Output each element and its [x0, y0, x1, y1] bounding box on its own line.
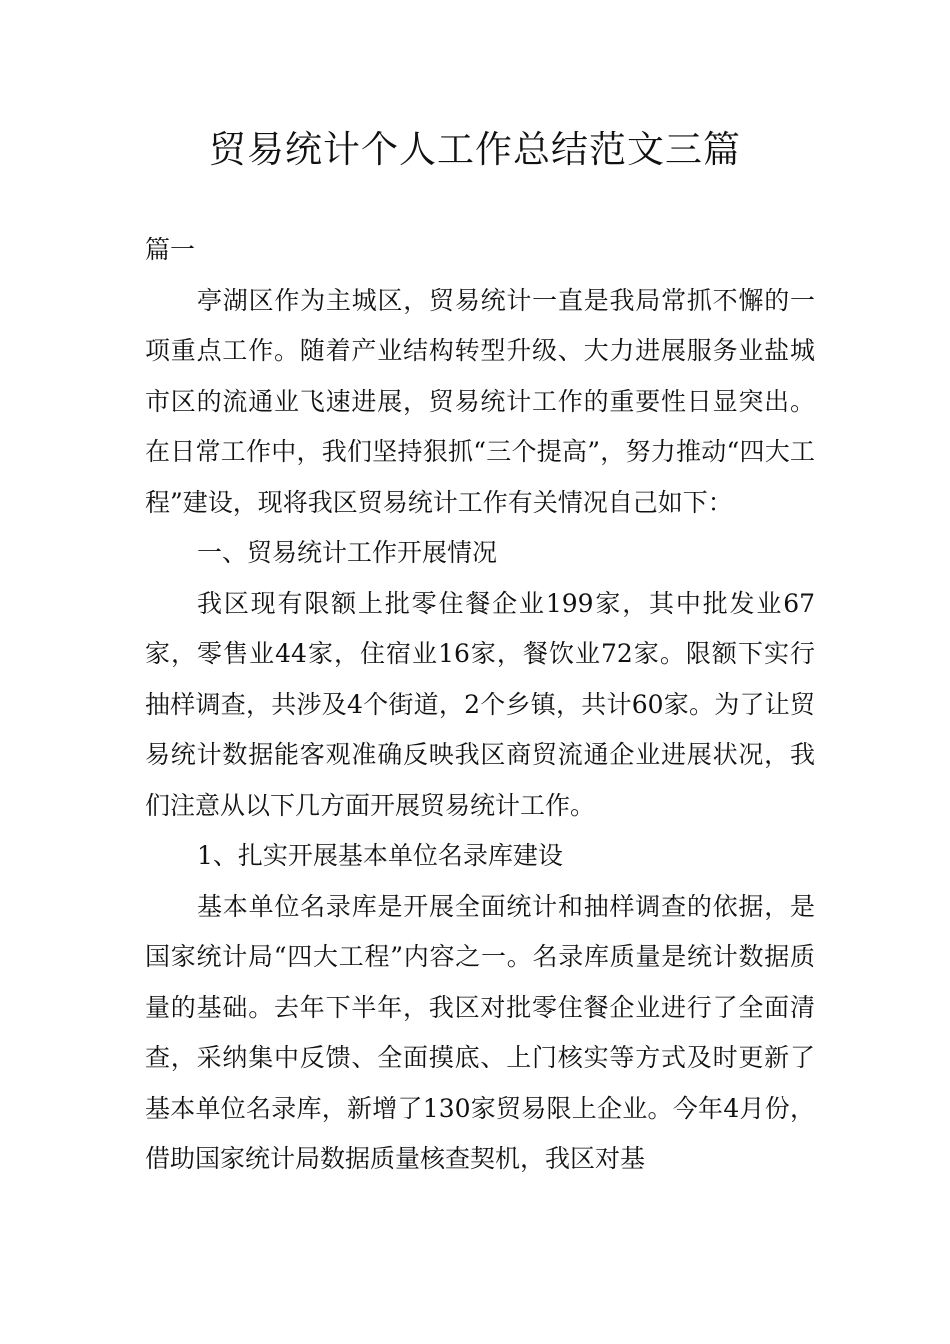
heading-section-one: 一、贸易统计工作开展情况 [197, 538, 498, 567]
paragraph-directory-database: 基本单位名录库是开展全面统计和抽样调查的依据，是国家统计局“四大工程”内容之一。名录库质量是统计数据质量的基础。去年下半年，我区对批零住餐企业进行了全面清查，采纳集中反馈、全面摸底、上门核实等方式及时更新了基本单位名录库，新增了130家贸易限上企业。今年4月份，借助国家统计局数据质量核查契机，我区对基 [145, 891, 815, 1173]
paragraph-intro: 亭湖区作为主城区，贸易统计一直是我局常抓不懈的一项重点工作。随着产业结构转型升级、大力进展服务业盐城市区的流通业飞速进展，贸易统计工作的重要性日显突出。在日常工作中，我们坚持狠抓“三个提高”，努力推动“四大工程”建设，现将我区贸易统计工作有关情况自己如下： [145, 285, 815, 517]
document-title: 贸易统计个人工作总结范文三篇 [209, 128, 741, 171]
heading-subsection-one: 1、扎实开展基本单位名录库建设 [197, 841, 563, 870]
paragraph-enterprise-counts: 我区现有限额上批零住餐企业199家，其中批发业67家，零售业44家，住宿业16家，餐饮业72家。限额下实行抽样调查，共涉及4个街道，2个乡镇，共计60家。为了让贸易统计数据能客观准确反映我区商贸流通企业进展状况，我们注意从以下几方面开展贸易统计工作。 [145, 588, 815, 820]
document-body [145, 225, 815, 1185]
section-label: 篇一 [145, 235, 196, 264]
